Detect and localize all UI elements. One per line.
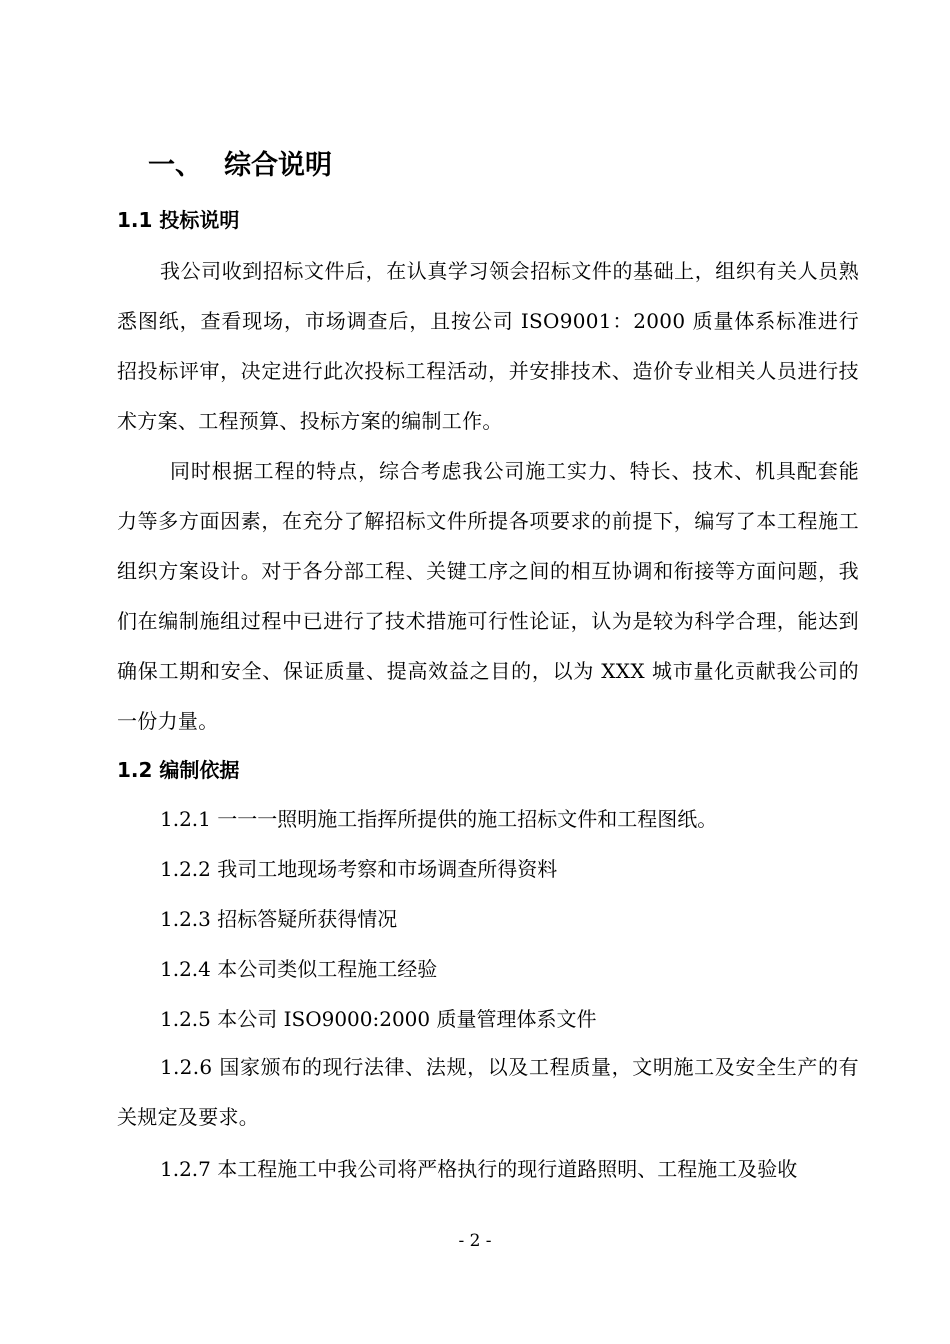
basis-item: 1.2.3 招标答疑所获得情况 bbox=[160, 907, 398, 931]
section-title: 综合说明 bbox=[224, 150, 332, 181]
basis-item: 1.2.5 本公司 ISO9000:2000 质量管理体系文件 bbox=[160, 1007, 597, 1031]
subsection-title-basis: 1.2 编制依据 bbox=[117, 758, 240, 782]
basis-item-wrapped: 1.2.6 国家颁布的现行法律、法规，以及工程质量，文明施工及安全生产的有关规定及要求。 bbox=[117, 1055, 859, 1129]
page-number: - 2 - bbox=[458, 1231, 492, 1251]
basis-item: 1.2.4 本公司类似工程施工经验 bbox=[160, 957, 438, 981]
basis-item: 1.2.1 一一一照明施工指挥所提供的施工招标文件和工程图纸。 bbox=[160, 807, 718, 831]
bid-description-paragraph-1: 我公司收到招标文件后，在认真学习领会招标文件的基础上，组织有关人员熟悉图纸，查看现场，市场调查后，且按公司 ISO9001：2000 质量体系标准进行招投标评审，决定进行此次投标工程活动，并安排技术、造价专业相关人员进行技术方案、工程预算、投标方案的编制工作。 bbox=[117, 259, 859, 433]
section-heading bbox=[148, 146, 332, 186]
bid-description-paragraph-2: 同时根据工程的特点，综合考虑我公司施工实力、特长、技术、机具配套能力等多方面因素，在充分了解招标文件所提各项要求的前提下，编写了本工程施工组织方案设计。对于各分部工程、关键工序之间的相互协调和衔接等方面问题，我们在编制施组过程中已进行了技术措施可行性论证，认为是较为科学合理，能达到确保工期和安全、保证质量、提高效益之目的，以为 XXX 城市量化贡献我公司的一份力量。 bbox=[117, 459, 859, 733]
subsection-title-bid-description: 1.1 投标说明 bbox=[117, 208, 240, 232]
section-number: 一、 bbox=[148, 150, 202, 181]
basis-item: 1.2.2 我司工地现场考察和市场调查所得资料 bbox=[160, 857, 558, 881]
basis-item: 1.2.7 本工程施工中我公司将严格执行的现行道路照明、工程施工及验收 bbox=[160, 1157, 798, 1181]
